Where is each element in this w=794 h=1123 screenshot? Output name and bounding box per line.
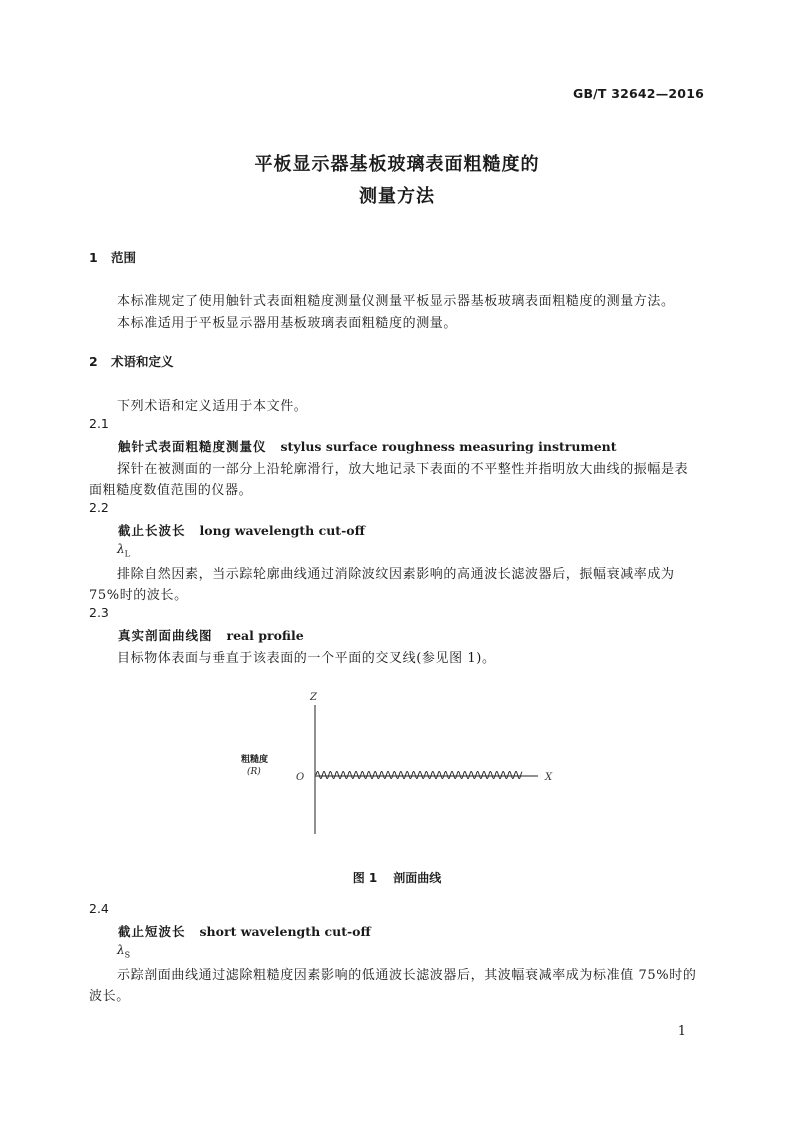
figure-title: 剖面曲线 [393,871,442,885]
term-definition: 目标物体表面与垂直于该表面的一个平面的交叉线(参见图 1)。 [117,651,496,666]
y-label-line2: (R) [247,767,261,777]
origin-label: O [296,772,305,783]
term-number: 2.4 [89,901,109,916]
term-number: 2.3 [89,605,109,620]
section-title: 范围 [111,250,137,265]
profile-curve [316,771,522,778]
term-number: 2.1 [89,416,109,431]
term-zh: 截止短波长 [118,924,186,939]
paragraph: 本标准适用于平板显示器用基板玻璃表面粗糙度的测量。 [117,316,458,331]
term-definition: 探针在被测面的一部分上沿轮廓滑行，放大地记录下表面的不平整性并指明放大曲线的振幅是表 [117,462,689,477]
term-definition: 波长。 [89,989,130,1004]
term-definition: 面粗糙度数值范围的仪器。 [89,483,253,498]
figure-number: 图 1 [352,871,378,885]
standard-number: GB/T 32642—2016 [572,86,704,101]
y-label-line1: 粗糙度 [241,755,269,765]
term-symbol: $\lambda_S$ [117,943,131,960]
term-title [118,922,371,940]
term-definition: 示踪剖面曲线通过滤除粗糙度因素影响的低通波长滤波器后，其波幅衰减率成为标准值 75%时的 [117,968,697,983]
term-en: stylus surface roughness measuring instrument [280,439,617,454]
z-axis-label: Z [310,692,317,703]
term-zh: 截止长波长 [118,523,186,538]
term-number: 2.2 [89,500,109,515]
term-en: short wavelength cut-off [199,924,371,939]
term-zh: 真实剖面曲线图 [118,628,213,643]
document-title-line2: 测量方法 [359,186,435,207]
term-en: real profile [226,628,304,643]
term-zh: 触针式表面粗糙度测量仪 [118,439,267,454]
section-number: 1 [89,250,98,265]
term-definition: 排除自然因素，当示踪轮廓曲线通过消除波纹因素影响的高通波长滤波器后，振幅衰减率成为 [117,567,675,582]
section-number: 2 [89,354,98,369]
section-title: 术语和定义 [111,354,174,369]
term-en: long wavelength cut-off [199,523,365,538]
term-symbol: $\lambda_L$ [117,542,130,559]
x-axis-label: X [545,772,553,783]
paragraph: 下列术语和定义适用于本文件。 [117,399,308,414]
term-definition: 75%时的波长。 [89,588,188,603]
page-number: 1 [677,1024,686,1039]
figure-caption [0,869,794,886]
paragraph: 本标准规定了使用触针式表面粗糙度测量仪测量平板显示器基板玻璃表面粗糙度的测量方法。 [117,294,675,309]
document-title-line1: 平板显示器基板玻璃表面粗糙度的 [254,154,540,175]
